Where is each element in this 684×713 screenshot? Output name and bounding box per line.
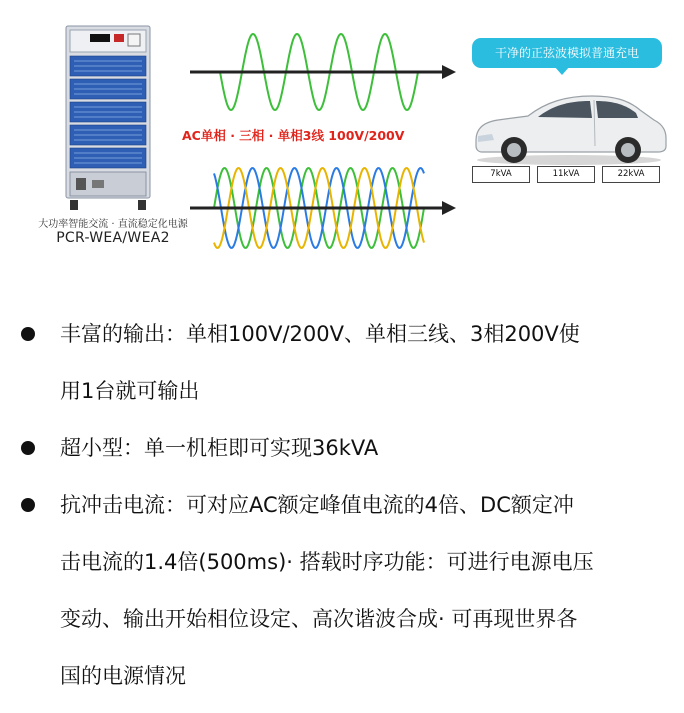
device-caption: 大功率智能交流 · 直流稳定化电源	[38, 219, 188, 230]
kva-option-11: 11kVA	[537, 166, 595, 183]
feature-line: 丰富的输出：单相100V/200V、单相三线、3相200V使	[60, 322, 580, 346]
feature-item-output	[20, 306, 670, 420]
feature-line: 用1台就可输出	[60, 379, 200, 403]
feature-item-inrush	[20, 477, 670, 705]
kva-option-22: 22kVA	[602, 166, 660, 183]
speech-bubble-tail	[554, 66, 570, 75]
device-model: PCR-WEA/WEA2	[56, 230, 170, 246]
three-phase-wave-group	[190, 168, 456, 248]
ac-output-label: AC单相 · 三相 · 单相3线 100V/200V	[182, 128, 405, 143]
single-phase-arrowhead	[442, 65, 456, 79]
single-phase-wave-group	[190, 34, 456, 110]
feature-item-size	[20, 420, 670, 477]
electric-car-image	[468, 80, 670, 168]
feature-line: 抗冲击电流：可对应AC额定峰值电流的4倍、DC额定冲	[60, 493, 574, 517]
feature-line: 击电流的1.4倍(500ms)· 搭载时序功能：可进行电源电压	[60, 550, 594, 574]
feature-line: 国的电源情况	[60, 664, 186, 688]
power-supply-cabinet-image	[62, 24, 154, 214]
bullet-dot-icon	[21, 441, 35, 455]
feature-list	[20, 306, 670, 705]
feature-line: 超小型：单一机柜即可实现36kVA	[60, 436, 379, 460]
charging-speech-bubble: 干净的正弦波模拟普通充电	[472, 38, 662, 68]
three-phase-arrowhead	[442, 201, 456, 215]
bullet-dot-icon	[21, 327, 35, 341]
bullet-dot-icon	[21, 498, 35, 512]
feature-line: 变动、输出开始相位设定、高次谐波合成· 可再现世界各	[60, 607, 578, 631]
kva-option-7: 7kVA	[472, 166, 530, 183]
